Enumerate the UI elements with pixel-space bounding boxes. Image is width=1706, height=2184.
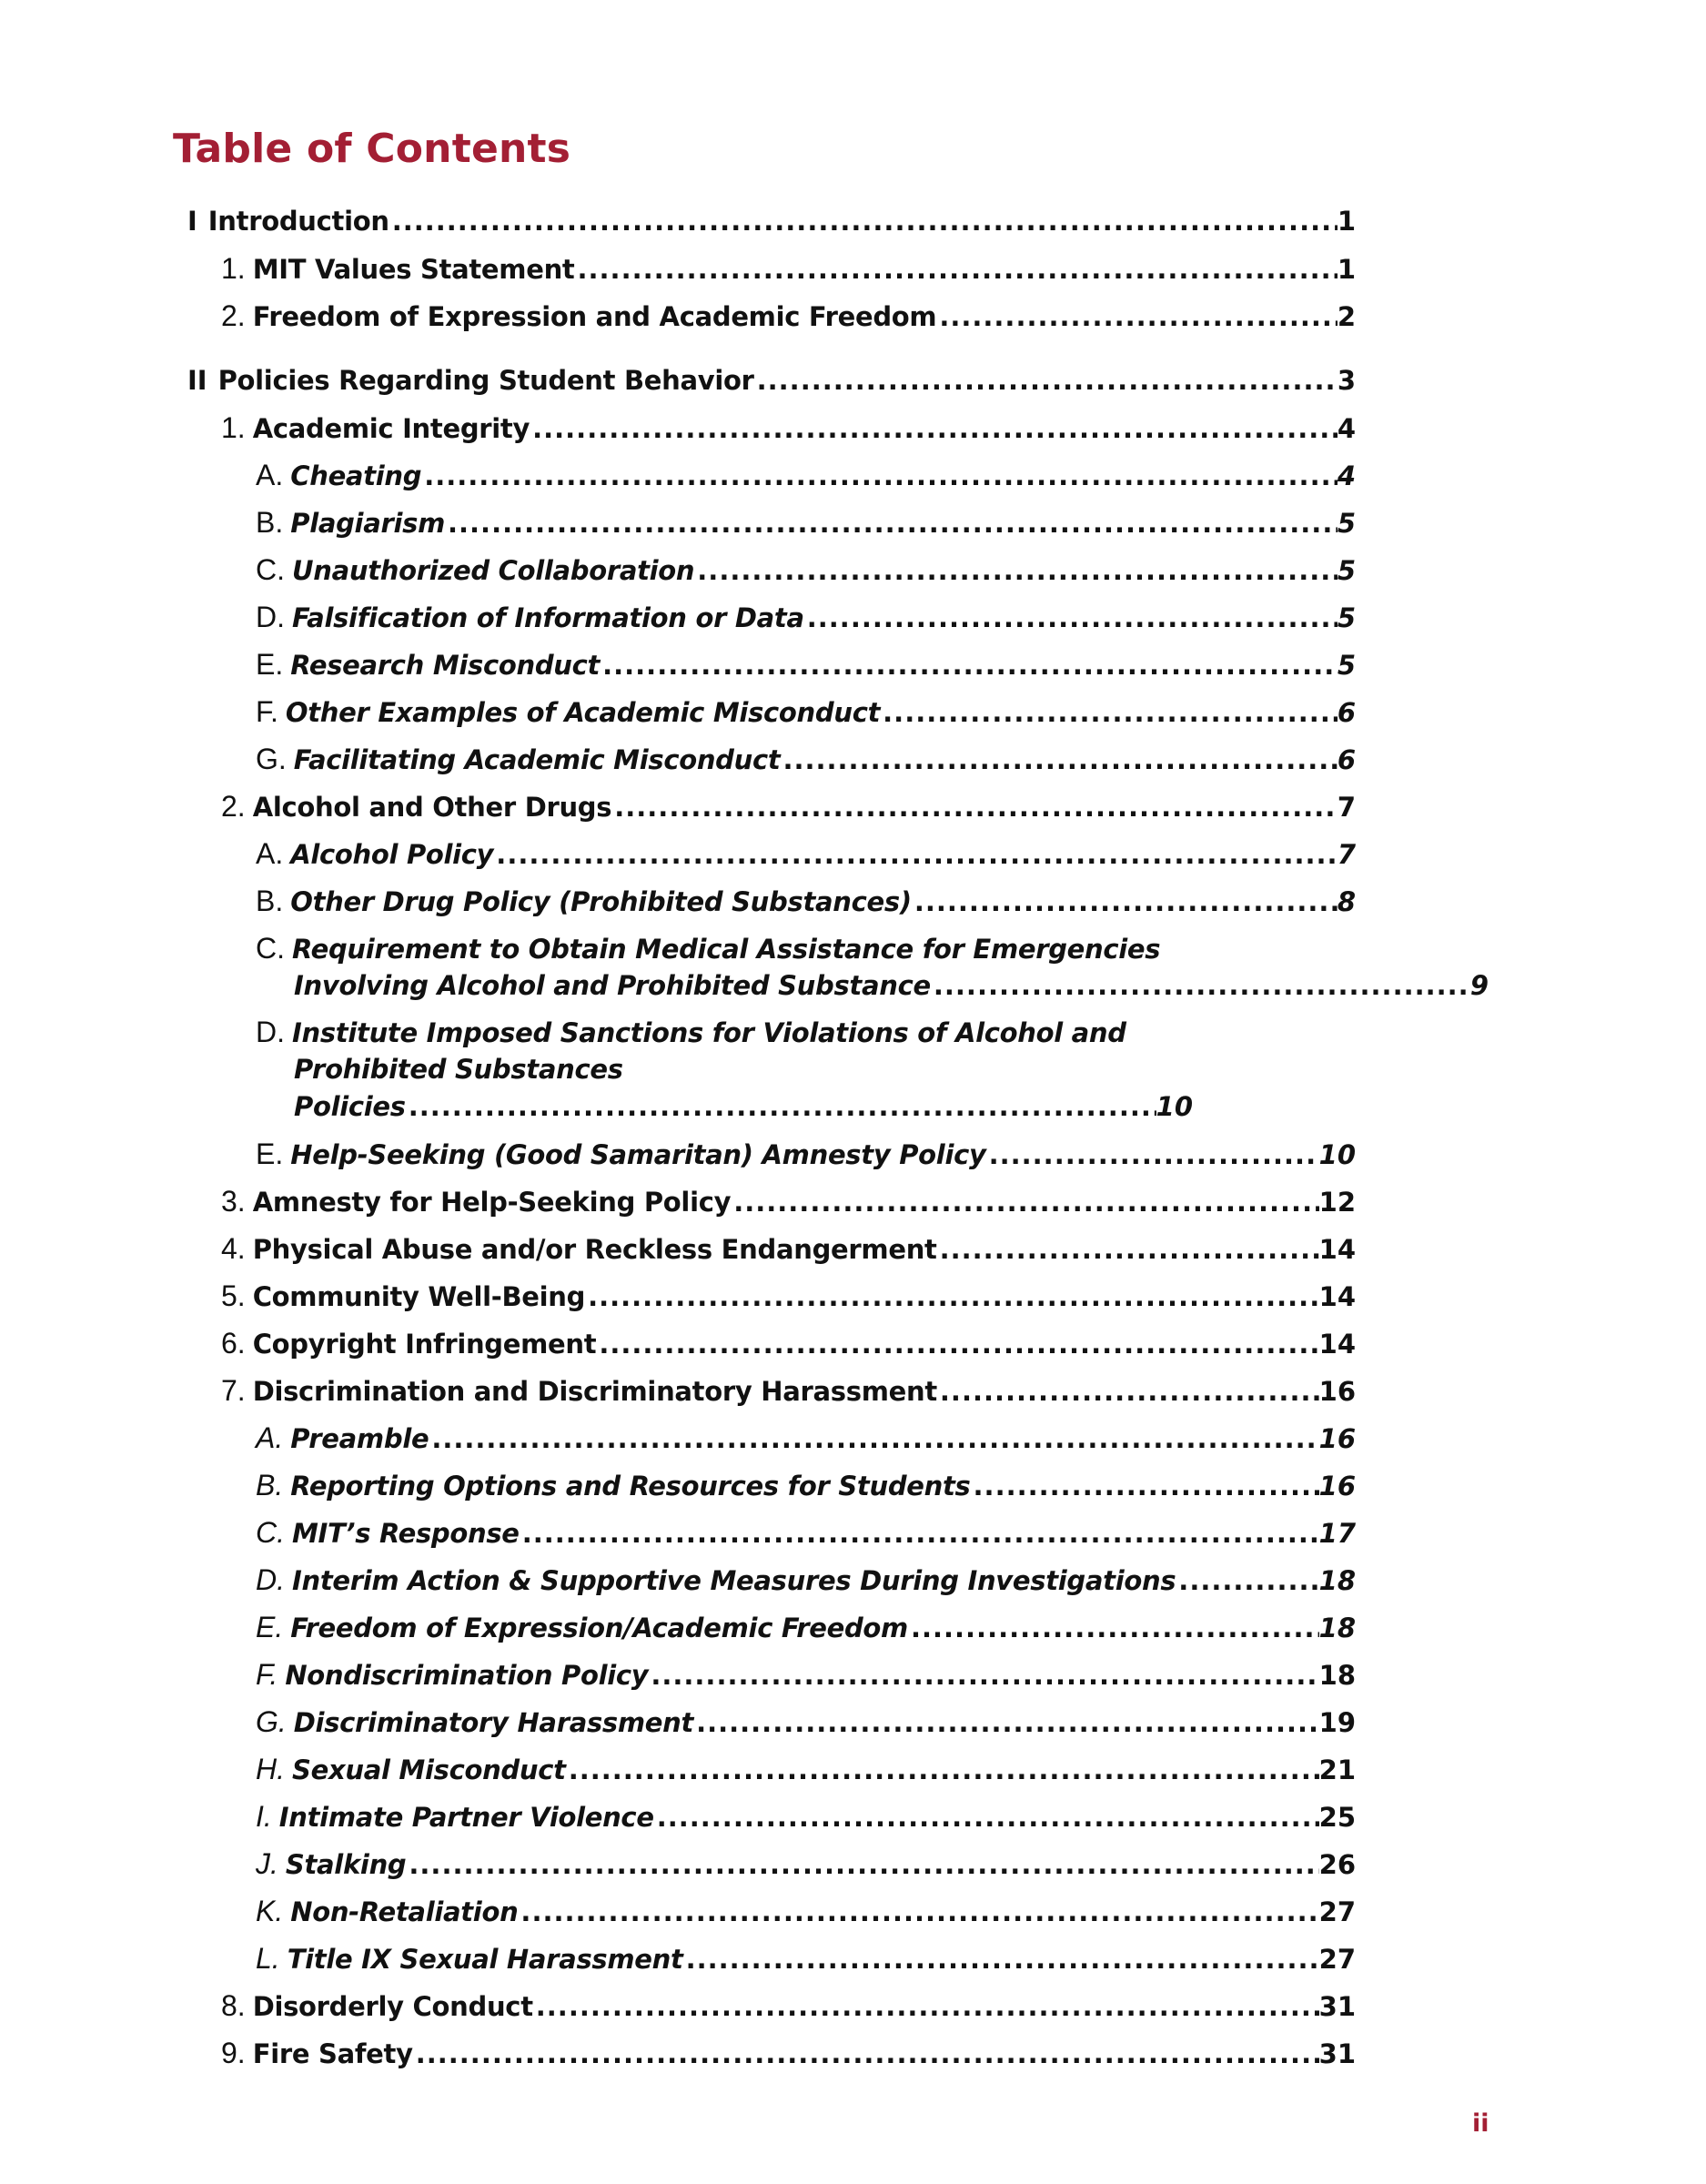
entry-page: 5 xyxy=(1337,508,1356,539)
dot-leader xyxy=(493,836,1338,873)
toc-entry-nondiscrimination[interactable] xyxy=(256,1656,1356,1693)
entry-number: 4. xyxy=(221,1232,246,1265)
entry-page: 27 xyxy=(1318,1944,1356,1975)
toc-entry-research-misconduct[interactable] xyxy=(256,646,1356,682)
dot-leader xyxy=(600,647,1338,683)
toc-entry-physical-abuse[interactable] xyxy=(221,1230,1356,1267)
entry-number: 5. xyxy=(221,1279,246,1312)
entry-label: Non-Retaliation xyxy=(290,1896,519,1927)
entry-page: 6 xyxy=(1337,744,1356,775)
toc-entry-mit-values[interactable] xyxy=(221,250,1356,287)
dot-leader xyxy=(908,1610,1319,1646)
toc-entry-freedom-expression[interactable] xyxy=(221,298,1356,334)
entry-number: E. xyxy=(256,1611,284,1643)
entry-page: 3 xyxy=(1337,365,1356,396)
entry-page: 5 xyxy=(1337,555,1356,586)
entry-label: Community Well-Being xyxy=(252,1281,586,1312)
entry-number: F. xyxy=(256,695,278,728)
entry-number: 2. xyxy=(221,790,246,823)
entry-page: 31 xyxy=(1318,2038,1356,2069)
entry-label: Other Examples of Academic Misconduct xyxy=(285,697,881,728)
dot-leader xyxy=(530,410,1338,447)
dot-leader xyxy=(937,1231,1319,1268)
toc-entry-preamble[interactable] xyxy=(256,1420,1356,1456)
dot-leader xyxy=(648,1657,1318,1694)
entry-number: II xyxy=(187,365,207,396)
dot-leader xyxy=(804,600,1338,636)
toc-entry-other-examples[interactable] xyxy=(256,693,1356,730)
toc-entry-other-drug-policy[interactable] xyxy=(256,883,1356,919)
entry-label: Introduction xyxy=(207,206,389,237)
dot-leader xyxy=(429,1421,1318,1457)
entry-number: K. xyxy=(256,1895,284,1927)
entry-number: 9. xyxy=(221,2037,246,2069)
entry-number: I xyxy=(187,206,197,237)
entry-page: 16 xyxy=(1318,1376,1356,1407)
entry-label: Physical Abuse and/or Reckless Endangerment xyxy=(252,1234,937,1265)
dot-leader xyxy=(533,1988,1319,2025)
entry-page: 1 xyxy=(1337,254,1356,285)
dot-leader xyxy=(693,1704,1319,1741)
entry-page: 19 xyxy=(1318,1707,1356,1738)
dot-leader xyxy=(421,458,1338,494)
toc-entry-unauthorized-collaboration[interactable] xyxy=(256,551,1356,588)
entry-label-continued: Involving Alcohol and Prohibited Substance xyxy=(294,970,931,1001)
entry-page: 2 xyxy=(1337,301,1356,332)
dot-leader xyxy=(413,2036,1319,2072)
entry-page: 16 xyxy=(1318,1471,1356,1502)
toc-entry-freedom-academic[interactable] xyxy=(256,1609,1356,1645)
entry-page: 14 xyxy=(1318,1234,1356,1265)
entry-page: 14 xyxy=(1318,1329,1356,1360)
entry-number: A. xyxy=(256,459,284,491)
entry-label: Academic Integrity xyxy=(252,413,530,444)
toc-entry-discrimination[interactable] xyxy=(221,1372,1356,1409)
toc-entry-alcohol-drugs[interactable] xyxy=(221,788,1356,824)
entry-label: Research Misconduct xyxy=(290,650,601,681)
toc-entry-medical-assistance-cont[interactable] xyxy=(294,967,1489,1004)
entry-page: 9 xyxy=(1469,970,1489,1001)
dot-leader xyxy=(566,1752,1319,1788)
entry-page: 5 xyxy=(1337,650,1356,681)
entry-page: 4 xyxy=(1337,460,1356,491)
dot-leader xyxy=(654,1799,1319,1835)
entry-label: Fire Safety xyxy=(252,2038,413,2069)
entry-label: Alcohol Policy xyxy=(290,839,494,870)
toc-entry-disorderly-conduct[interactable] xyxy=(221,1987,1356,2024)
entry-label: Sexual Misconduct xyxy=(292,1754,566,1785)
entry-label-continued: Policies xyxy=(294,1091,406,1122)
entry-label: Amnesty for Help-Seeking Policy xyxy=(252,1187,732,1218)
entry-label: Intimate Partner Violence xyxy=(278,1802,654,1833)
entry-page: 27 xyxy=(1318,1896,1356,1927)
entry-number: D. xyxy=(256,601,285,633)
entry-number: I. xyxy=(256,1800,272,1833)
entry-page: 26 xyxy=(1318,1849,1356,1880)
entry-number: 2. xyxy=(221,299,246,332)
entry-page: 6 xyxy=(1337,697,1356,728)
dot-leader xyxy=(754,362,1338,399)
entry-page: 7 xyxy=(1337,792,1356,823)
entry-label: Discrimination and Discriminatory Harassment xyxy=(252,1376,937,1407)
entry-number: 3. xyxy=(221,1185,246,1218)
entry-label: Cheating xyxy=(290,460,422,491)
entry-page: 17 xyxy=(1318,1518,1356,1549)
entry-label: Requirement to Obtain Medical Assistance for Emergencies xyxy=(292,934,1161,965)
entry-label: Help-Seeking (Good Samaritan) Amnesty Policy xyxy=(290,1139,986,1170)
entry-label: Facilitating Academic Misconduct xyxy=(293,744,781,775)
dot-leader xyxy=(520,1515,1319,1552)
entry-page: 8 xyxy=(1337,886,1356,917)
dot-leader xyxy=(780,742,1337,778)
entry-label: Title IX Sexual Harassment xyxy=(287,1944,683,1975)
entry-page: 1 xyxy=(1337,206,1356,237)
toc-entry-title-ix[interactable] xyxy=(256,1940,1356,1977)
toc-entry-facilitating[interactable] xyxy=(256,741,1356,777)
toc-entry-alcohol-policy[interactable] xyxy=(256,835,1356,872)
entry-label-continued: Prohibited Substances xyxy=(294,1054,623,1085)
entry-page: 10 xyxy=(1156,1091,1193,1122)
dot-leader xyxy=(518,1894,1318,1930)
entry-label: Unauthorized Collaboration xyxy=(292,555,695,586)
entry-page: 4 xyxy=(1337,413,1356,444)
dot-leader xyxy=(931,967,1470,1004)
entry-number: J. xyxy=(256,1847,278,1880)
toc-entry-imposed-sanctions-cont[interactable] xyxy=(294,1088,1193,1125)
dot-leader xyxy=(971,1468,1319,1504)
entry-number: A. xyxy=(256,837,284,870)
entry-label: Reporting Options and Resources for Students xyxy=(290,1471,971,1502)
entry-number: H. xyxy=(256,1753,285,1785)
entry-label: Interim Action & Supportive Measures During Investigations xyxy=(292,1565,1176,1596)
entry-page: 14 xyxy=(1318,1281,1356,1312)
entry-number: D. xyxy=(256,1016,285,1048)
entry-label: Nondiscrimination Policy xyxy=(285,1660,649,1691)
toc-entry-non-retaliation[interactable] xyxy=(256,1893,1356,1929)
entry-number: 6. xyxy=(221,1327,246,1360)
toc-entry-plagiarism[interactable] xyxy=(256,504,1356,541)
page-title: Table of Contents xyxy=(173,126,571,172)
toc-entry-community-well-being[interactable] xyxy=(221,1278,1356,1314)
entry-number: F. xyxy=(256,1658,278,1691)
entry-number: 1. xyxy=(221,411,246,444)
entry-page: 10 xyxy=(1318,1139,1356,1170)
toc-entry-mits-response[interactable] xyxy=(256,1514,1356,1551)
entry-page: 7 xyxy=(1337,839,1356,870)
dot-leader xyxy=(694,552,1338,589)
dot-leader xyxy=(611,789,1338,825)
entry-label: Stalking xyxy=(285,1849,407,1880)
entry-label: Other Drug Policy (Prohibited Substances) xyxy=(290,886,912,917)
toc-entry-imposed-sanctions[interactable] xyxy=(256,1014,1166,1050)
dot-leader xyxy=(445,505,1338,541)
dot-leader xyxy=(683,1941,1319,1977)
toc-entry-interim-action[interactable] xyxy=(256,1562,1356,1598)
toc-entry-policies[interactable] xyxy=(187,362,1356,399)
toc-entry-amnesty-policy[interactable] xyxy=(221,1183,1356,1219)
entry-number: C. xyxy=(256,1516,285,1549)
entry-page: 18 xyxy=(1318,1565,1356,1596)
entry-number: B. xyxy=(256,1469,284,1502)
toc-entry-sexual-misconduct[interactable] xyxy=(256,1751,1356,1787)
entry-label: Preamble xyxy=(290,1423,429,1454)
toc-entry-stalking[interactable] xyxy=(256,1845,1356,1882)
dot-leader xyxy=(575,251,1338,288)
entry-label: Alcohol and Other Drugs xyxy=(252,792,612,823)
entry-label: Plagiarism xyxy=(290,508,445,539)
entry-number: D. xyxy=(256,1563,285,1596)
entry-label: Falsification of Information or Data xyxy=(292,602,804,633)
entry-label: Disorderly Conduct xyxy=(252,1991,533,2022)
entry-page: 12 xyxy=(1318,1187,1356,1218)
entry-label: Freedom of Expression and Academic Freedom xyxy=(252,301,937,332)
entry-number: G. xyxy=(256,1705,287,1738)
toc-entry-falsification[interactable] xyxy=(256,599,1356,635)
dot-leader xyxy=(596,1326,1318,1362)
toc-entry-fire-safety[interactable] xyxy=(221,2035,1356,2071)
entry-page: 18 xyxy=(1318,1613,1356,1643)
toc-entry-academic-integrity[interactable] xyxy=(221,410,1356,446)
dot-leader xyxy=(880,694,1338,731)
entry-number: C. xyxy=(256,932,285,965)
entry-label: MIT’s Response xyxy=(292,1518,520,1549)
dot-leader xyxy=(912,884,1338,920)
entry-page: 25 xyxy=(1318,1802,1356,1833)
toc-entry-medical-assistance[interactable] xyxy=(256,930,1166,966)
entry-page: 31 xyxy=(1318,1991,1356,2022)
dot-leader xyxy=(585,1279,1319,1315)
dot-leader xyxy=(986,1137,1319,1173)
entry-number: 8. xyxy=(221,1989,246,2022)
toc-entry-introduction[interactable] xyxy=(187,203,1356,239)
entry-number: B. xyxy=(256,885,284,917)
toc-entry-copyright[interactable] xyxy=(221,1325,1356,1361)
dot-leader xyxy=(389,203,1338,239)
entry-number: 7. xyxy=(221,1374,246,1407)
dot-leader xyxy=(937,1373,1319,1410)
entry-label: Discriminatory Harassment xyxy=(293,1707,694,1738)
toc-entry-reporting-options[interactable] xyxy=(256,1467,1356,1503)
toc-entry-cheating[interactable] xyxy=(256,457,1356,493)
entry-number: E. xyxy=(256,648,284,681)
dot-leader xyxy=(406,1846,1318,1883)
entry-number: G. xyxy=(256,743,287,775)
entry-label: Freedom of Expression/Academic Freedom xyxy=(290,1613,908,1643)
dot-leader xyxy=(731,1184,1318,1220)
entry-number: L. xyxy=(256,1942,280,1975)
entry-page: 18 xyxy=(1318,1660,1356,1691)
entry-label: MIT Values Statement xyxy=(252,254,575,285)
entry-page: 21 xyxy=(1318,1754,1356,1785)
toc-entry-discriminatory-harassment[interactable] xyxy=(256,1704,1356,1740)
toc-entry-help-seeking-amnesty[interactable] xyxy=(256,1136,1356,1172)
dot-leader xyxy=(406,1088,1156,1125)
entry-number: C. xyxy=(256,553,285,586)
entry-number: A. xyxy=(256,1421,284,1454)
entry-label: Institute Imposed Sanctions for Violations of Alcohol and xyxy=(292,1017,1126,1048)
page-number: ii xyxy=(1472,2109,1489,2138)
dot-leader xyxy=(936,298,1337,335)
entry-number: B. xyxy=(256,506,284,539)
toc-entry-intimate-partner[interactable] xyxy=(256,1798,1356,1835)
entry-label: Policies Regarding Student Behavior xyxy=(217,365,754,396)
entry-number: E. xyxy=(256,1138,284,1170)
dot-leader xyxy=(1176,1562,1318,1599)
entry-label: Copyright Infringement xyxy=(252,1329,597,1360)
entry-number: 1. xyxy=(221,252,246,285)
entry-page: 16 xyxy=(1318,1423,1356,1454)
entry-page: 5 xyxy=(1337,602,1356,633)
